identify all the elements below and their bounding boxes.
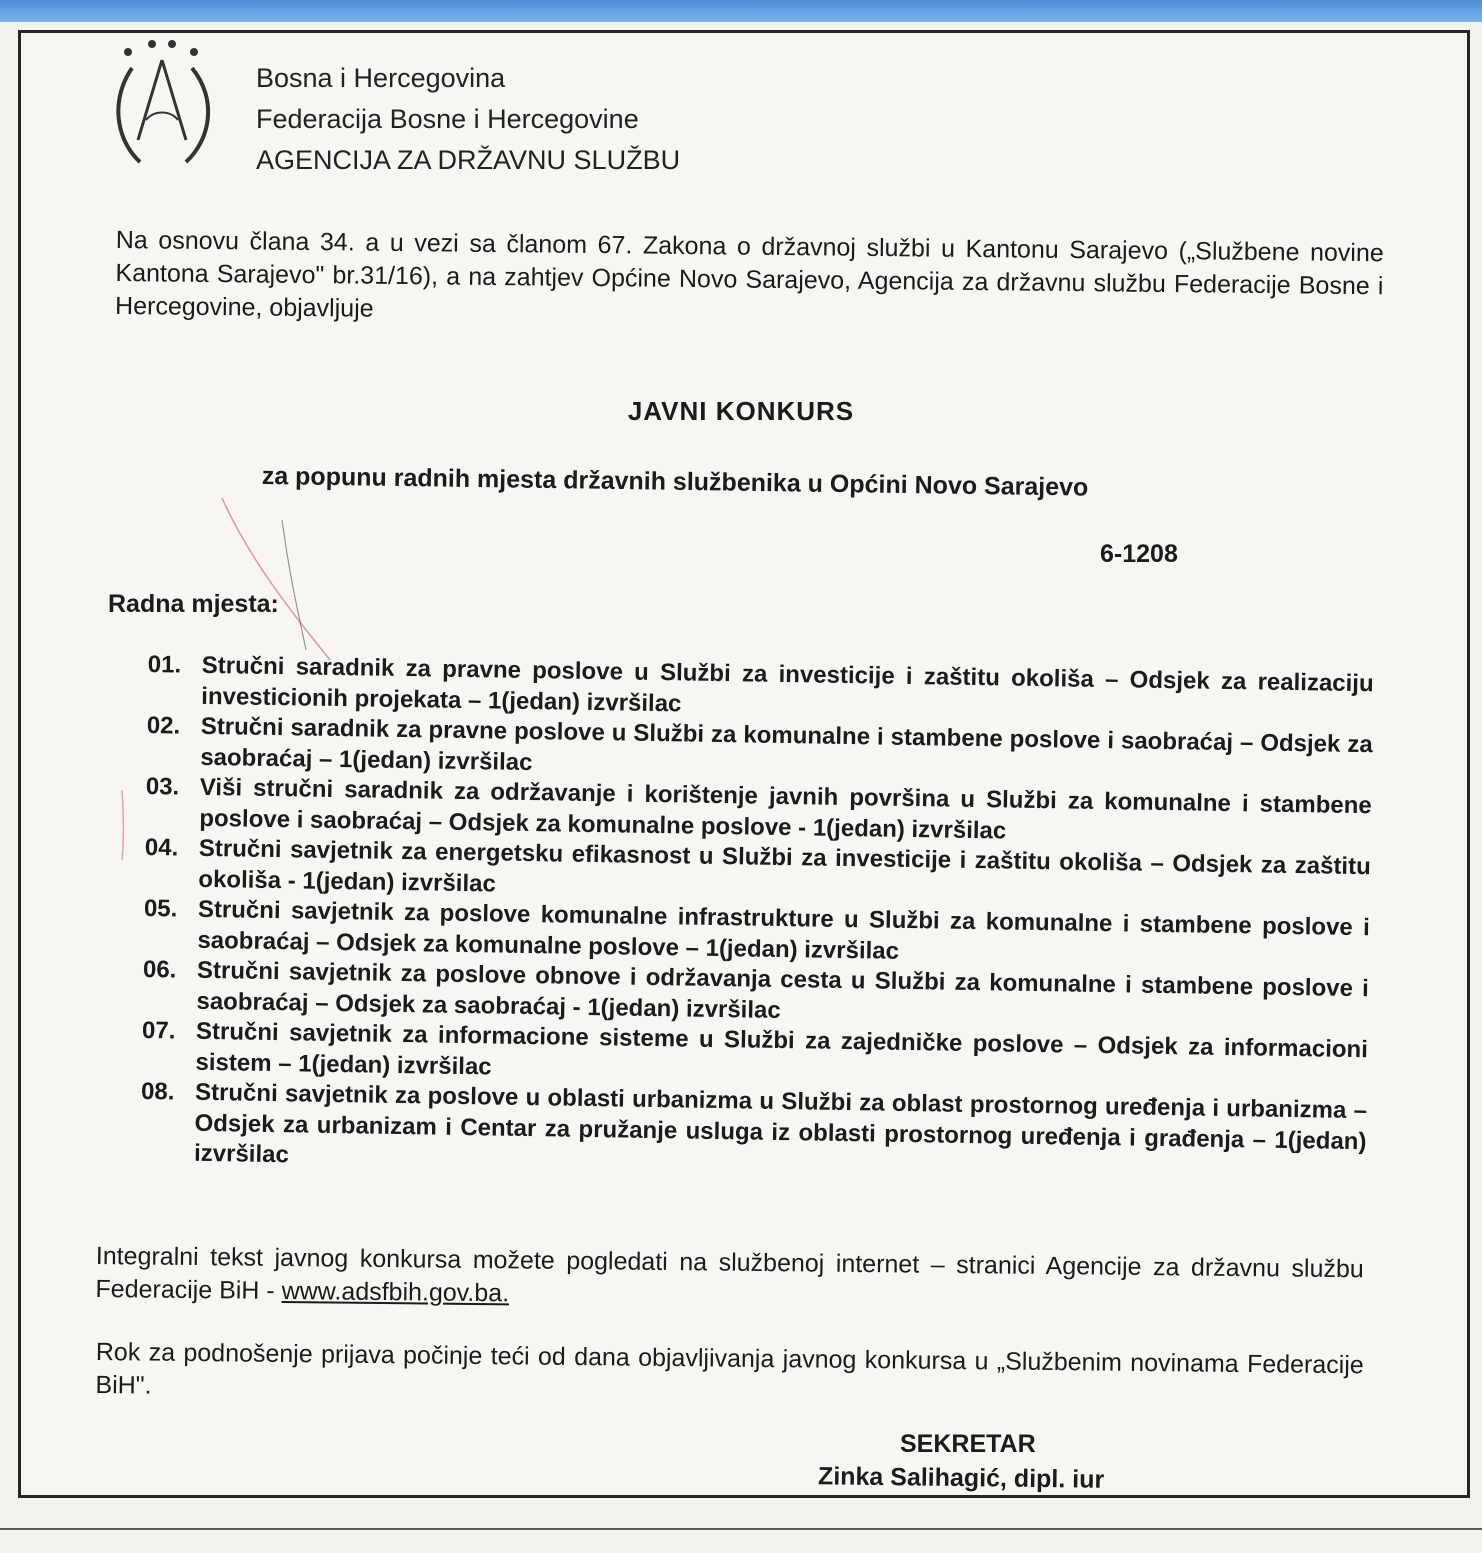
position-number: 05. [143, 894, 178, 923]
signature-name: Zinka Salihagić, dipl. iur [817, 1462, 1105, 1494]
position-number: 06. [142, 955, 177, 984]
header-country: Bosna i Hercegovina [256, 63, 506, 93]
deadline-note: Rok za podnošenje prijava počinje teći od dana objavljivanja javnog konkursa u „Službenim novinama Federacije BiH". [95, 1337, 1364, 1400]
position-text: Stručni saradnik za pravne poslove u Službi za komunalne i stambene poslove i saobraćaj – Odsjek za saobraćaj – 1(jedan) izvršilac [200, 712, 1373, 776]
reference-number: 6-1208 [1100, 540, 1178, 568]
position-number: 04. [144, 833, 179, 862]
position-text: Stručni saradnik za pravne poslove u Službi za investicije i zaštitu okoliša – Odsjek za realizaciju investicionih projekata – 1(jedan) izvršilac [201, 651, 1374, 717]
position-text: Viši stručni saradnik za održavanje i korištenje javnih površina u Službi za komunalne i stambene poslove i saobraćaj – Odsjek za komunalne poslove - 1(jedan) izvršilac [199, 773, 1372, 845]
agency-logo [110, 40, 230, 170]
position-number: 01. [147, 650, 182, 679]
page-top-strip [0, 0, 1482, 22]
position-number: 08. [140, 1077, 175, 1106]
list-item [140, 1077, 1367, 1188]
integral-text-note [95, 1240, 1364, 1319]
position-number: 07. [141, 1016, 176, 1045]
position-text: Stručni savjetnik za energetsku efikasnost u Službi za investicije i zaštitu okoliša – Odsjek za zaštitu okoliša - 1(jedan) izvršilac [198, 834, 1371, 897]
integral-text-note-text: Integralni tekst javnog konkursa možete pogledati na službenoj internet – stranici Agencije za državnu službu Federacije BiH - [95, 1241, 1364, 1305]
header-federation: Federacija Bosne i Hercegovine [256, 104, 639, 134]
intro-paragraph: Na osnovu člana 34. a u vezi sa članom 67. Zakona o državnoj službi u Kantonu Sarajevo („Službene novine Kantona Sarajevo" br.31/16), a na zahtjev Općine Novo Sarajevo, Agencija za državnu službu Federacije Bosne i Hercegovine, objavljuje [114, 225, 1384, 323]
signature-title: SEKRETAR [900, 1430, 1036, 1458]
position-text: Stručni savjetnik za informacione sisteme u Službi za zajedničke poslove – Odsjek za informacioni sistem – 1(jedan) izvršilac [195, 1017, 1369, 1080]
agency-website-link[interactable]: www.adsfbih.gov.ba. [281, 1276, 510, 1308]
position-text: Stručni savjetnik za poslove u oblasti urbanizma u Službi za oblast prostornog uređenja i urbanizma – Odsjek za urbanizam i Centar za pružanje usluga iz oblasti prostornog uređenja i građenja – 1(jedan) izvršilac [193, 1078, 1368, 1169]
header-agency: AGENCIJA ZA DRŽAVNU SLUŽBU [256, 145, 681, 175]
positions-heading: Radna mjesta: [108, 590, 279, 618]
document-header [256, 58, 680, 181]
position-text: Stručni savjetnik za poslove obnove i održavanja cesta u Službi za komunalne i stambene poslove i saobraćaj – Odsjek za saobraćaj - 1(jedan) izvršilac [196, 956, 1370, 1024]
position-number: 03. [145, 772, 180, 801]
position-number: 02. [146, 711, 181, 740]
document-subtitle: za popunu radnih mjesta državnih službenika u Općini Novo Sarajevo [261, 462, 1089, 502]
positions-list [140, 650, 1374, 1188]
position-text: Stručni savjetnik za poslove komunalne infrastrukture u Službi za komunalne i stambene poslove i saobraćaj – Odsjek za komunalne poslove – 1(jedan) izvršilac [197, 895, 1371, 965]
document-title: JAVNI KONKURS [627, 396, 855, 426]
bottom-rule [0, 1528, 1482, 1530]
